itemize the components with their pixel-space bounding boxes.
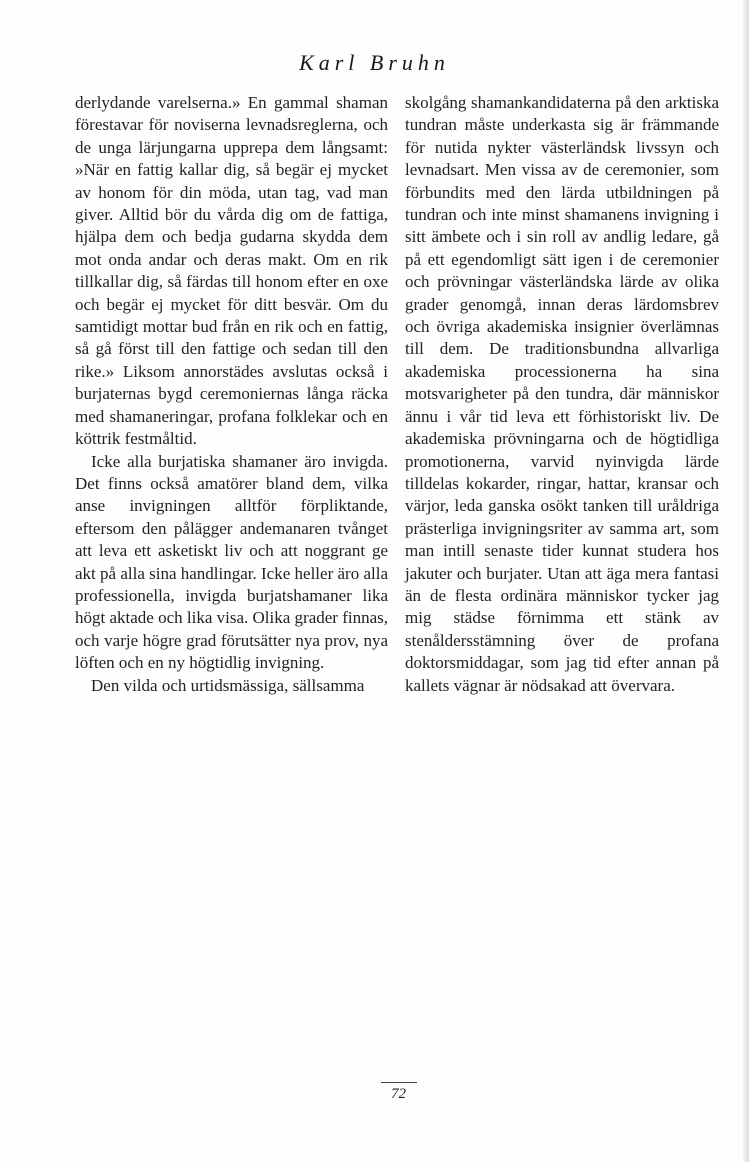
paragraph: Den vilda och urtidsmässiga, sällsamma [91,675,365,695]
paragraph: skolgång shamankandidaterna på den arktiska tundran måste underkasta sig är främmande för nutida nykter västerländsk livssyn och levnadsart. Men vissa av de ceremonier, som förbundits med den lärda utbildningen på tundran och inte minst shamanens invigning i sitt ämbete och i sin roll av andlig ledare, gå på ett egendomligt sätt igen i de ceremonier och prövningar västerländska lärde av olika grader genomgå, innan deras lärdomsbrev och övriga akademiska insignier överlämnas till dem. De traditionsbundna allvarliga akademiska processionerna ha sina motsvarigheter på den tundra, där människor ännu i vår tid leva ett förhistoriskt liv. De akademiska prövningarna och de högtidliga promotionerna, varvid nyinvigda lärde tilldelas kokarder, ringar, hattar, kransar och värjor, leda ganska osökt tanken till uråldriga prästerliga invigningsriter av samma art, som man intill senaste tider kunnat studera hos jakuter och burjater. Utan att äga mera fantasi än de flesta ordinära människor tycker jag mig städse förnimma ett stänk av stenåldersstämning över de profana doktorsmiddagar, som jag tid efter annan på kallets vägnar är nödsakad att övervara. [405,93,719,695]
running-head-author: Karl Bruhn [299,50,450,75]
folio-rule [381,1082,417,1083]
page-number: 72 [391,1086,406,1102]
left-text-column [75,92,388,697]
page-edge-shadow [743,0,749,1162]
paragraph: derlydande varelserna.» En gammal shaman förestavar för noviserna levnadsreglerna, och de unga lärjungarna upprepa dem långsamt: »När en fattig kallar dig, så begär ej mycket av honom för din möda, utan tag, vad man giver. Alltid bör du vårda dig om de fattiga, hjälpa dem och bedja gudarna skydda dem mot onda andar och deras makt. Om en rik tillkallar dig, så färdas till honom efter en oxe och begär ej mycket för ditt besvär. Om du samtidigt mottar bud från en rik och en fattig, så gå först till den fattige och sedan till den rike.» Liksom annorstädes avslutas också i burjaternas bygd ceremoniernas långa räcka med shamaneringar, profana folklekar och en köttrik festmåltid. [75,93,388,449]
right-text-column [405,92,719,697]
paragraph: Icke alla burjatiska shamaner äro invigda. Det finns också amatörer bland dem, vilka anse invigningen alltför förpliktande, eftersom den pålägger andemanaren tvånget att leva ett asketiskt liv och att noggrant ge akt på alla sina handlingar. Icke heller äro alla professionella, invigda burjatshamaner lika högt aktade och lika visa. Olika grader finnas, och varje högre grad förutsätter nya prov, nya löften och en ny högtidlig invigning. [75,451,388,673]
